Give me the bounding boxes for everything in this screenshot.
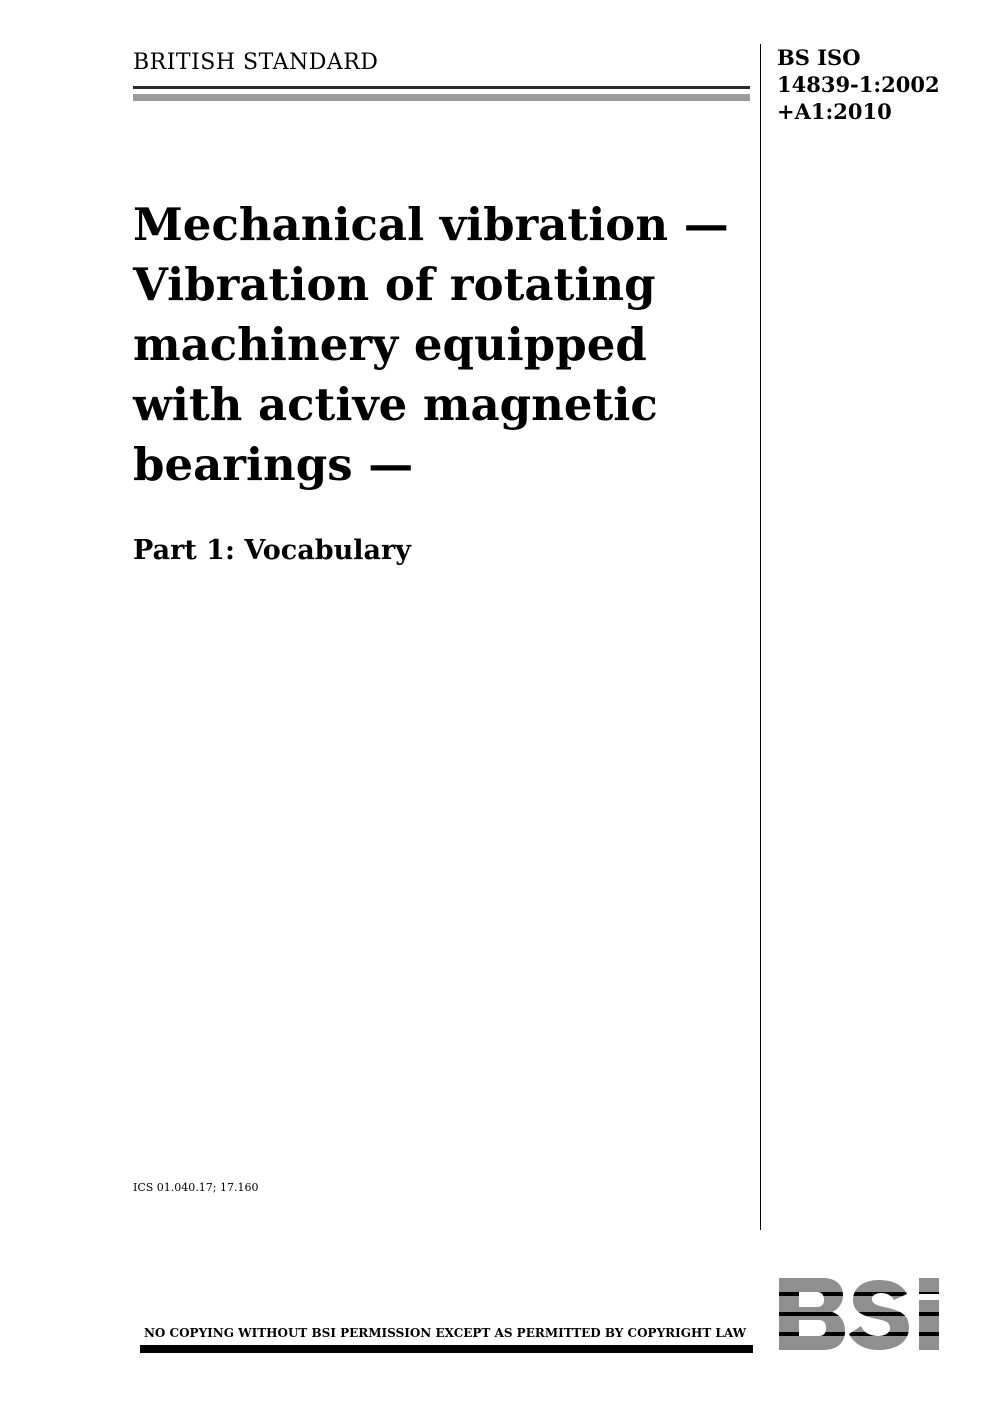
title-line: Mechanical vibration — (133, 198, 729, 251)
copyright-notice: NO COPYING WITHOUT BSI PERMISSION EXCEPT AS PERMITTED BY COPYRIGHT LAW (143, 1326, 747, 1340)
bsi-logo-icon (777, 1276, 955, 1352)
standard-number-line: +A1:2010 (777, 99, 892, 124)
title-line: bearings — (133, 438, 414, 491)
standard-number-line: BS ISO (777, 45, 861, 70)
header-rule-grey (133, 94, 750, 101)
title-line: machinery equipped (133, 318, 647, 371)
vertical-divider (760, 44, 761, 1230)
header-rule-dark (133, 86, 750, 89)
footer-rule (140, 1345, 753, 1353)
standard-type-label: BRITISH STANDARD (133, 50, 379, 75)
bsi-logo (777, 1276, 955, 1352)
standard-number (777, 44, 940, 125)
title-line: with active magnetic (133, 378, 658, 431)
title-line: Vibration of rotating (133, 258, 656, 311)
part-title: Part 1: Vocabulary (133, 535, 411, 566)
standard-number-line: 14839-1:2002 (777, 72, 940, 97)
document-title (133, 195, 753, 495)
ics-code: ICS 01.040.17; 17.160 (133, 1181, 259, 1194)
